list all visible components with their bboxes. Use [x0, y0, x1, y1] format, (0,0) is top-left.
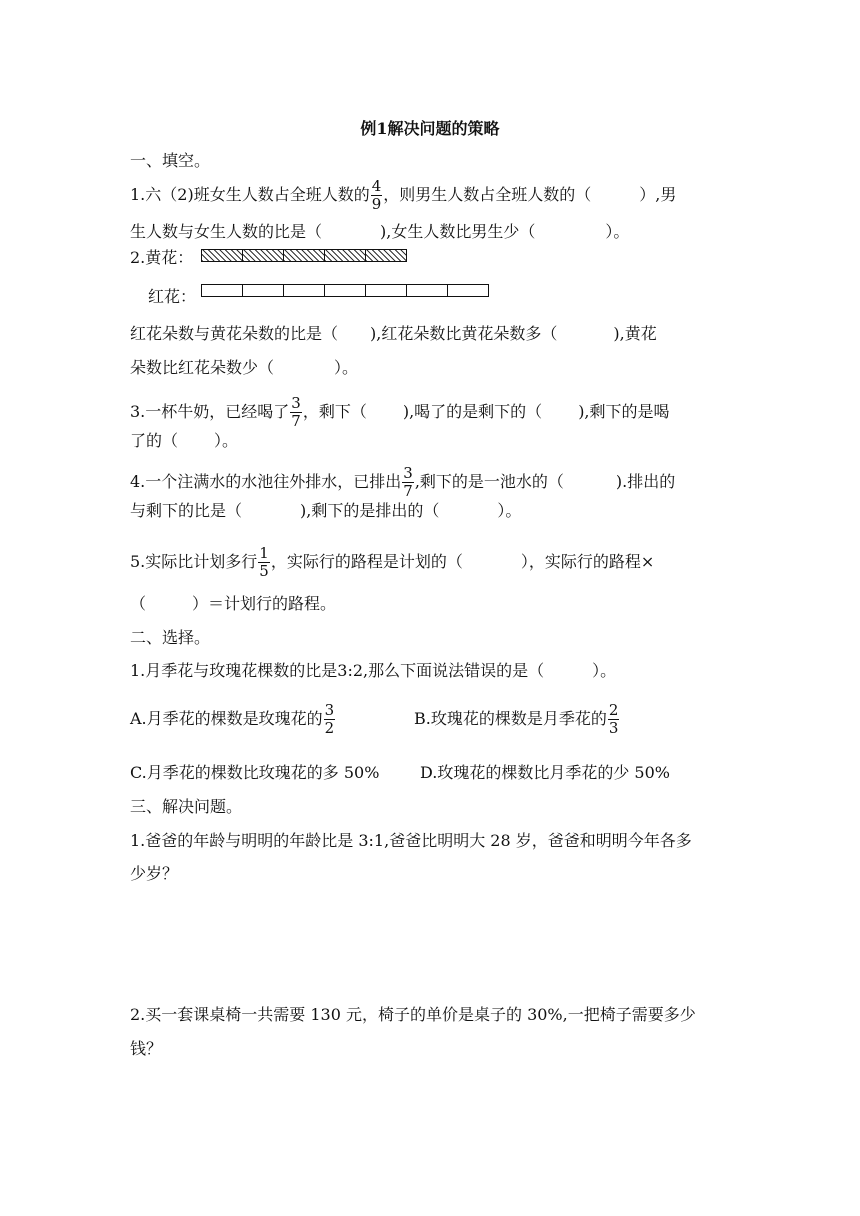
yellow-flower-label: 2.黄花：	[130, 248, 194, 267]
question-5-line-2: （ ）＝计划行的路程。	[130, 594, 337, 613]
question-4-line-2: 与剩下的比是（ ),剩下的是排出的（ ）。	[130, 501, 522, 520]
fraction: $\frac{2}{3}$	[608, 701, 619, 737]
red-flower-label: 红花：	[148, 287, 197, 306]
question-2-line-2: 朵数比红花朵数少（ ）。	[130, 358, 359, 377]
fraction: $\frac{3}{7}$	[291, 394, 301, 430]
choice-b: B.玫瑰花的棵数是月季花的 $\frac{2}{3}$	[414, 701, 619, 737]
choice-1-stem: 1.月季花与玫瑰花棵数的比是3:2,那么下面说法错误的是（ ）。	[130, 661, 617, 680]
fraction: $\frac{3}{7}$	[403, 464, 413, 500]
yellow-flower-cell	[324, 249, 366, 262]
problem-2-line-2: 钱？	[130, 1039, 163, 1058]
choice-a: A.月季花的棵数是玫瑰花的 $\frac{3}{2}$	[130, 701, 335, 737]
fraction: $\frac{4}{9}$	[371, 177, 382, 213]
section-fill-blank: 一、填空。	[130, 151, 211, 170]
yellow-flower-cell	[283, 249, 325, 262]
red-flower-cell	[201, 284, 243, 297]
problem-1-line-2: 少岁？	[130, 864, 179, 883]
red-flower-cell	[242, 284, 284, 297]
choice-d: D.玫瑰花的棵数比月季花的少 50%	[420, 763, 670, 782]
problem-2-line-1: 2.买一套课桌椅一共需要 130 元，椅子的单价是桌子的 30%,一把椅子需要多少	[130, 1005, 696, 1024]
choice-c: C.月季花的棵数比玫瑰花的多 50%	[130, 763, 380, 782]
problem-1-line-1: 1.爸爸的年龄与明明的年龄比是 3:1,爸爸比明明大 28 岁，爸爸和明明今年各多	[130, 831, 692, 850]
fraction: $\frac{3}{2}$	[324, 701, 335, 737]
question-5-line-1: 5.实际比计划多行 $\frac{1}{5}$ ，实际行的路程是计划的（ ），实际行的路程×	[130, 544, 655, 580]
question-2-line-1: 红花朵数与黄花朵数的比是（ ),红花朵数比黄花朵数多（ ),黄花	[130, 324, 657, 343]
yellow-flower-bar	[202, 249, 407, 262]
yellow-flower-cell	[365, 249, 407, 262]
section-solve: 三、解决问题。	[130, 797, 243, 816]
question-3-line-1: 3.一杯牛奶，已经喝了 $\frac{3}{7}$ ，剩下（ ),喝了的是剩下的（ ),剩下的是喝	[130, 394, 670, 430]
red-flower-bar	[202, 284, 489, 297]
red-flower-cell	[447, 284, 489, 297]
question-1-line-1: 1.六（2)班女生人数占全班人数的 $\frac{4}{9}$ ，则男生人数占全班人数的（ ）,男	[130, 177, 677, 213]
yellow-flower-cell	[242, 249, 284, 262]
red-flower-cell	[283, 284, 325, 297]
red-flower-cell	[365, 284, 407, 297]
question-4-line-1: 4.一个注满水的水池往外排水，已排出 $\frac{3}{7}$ ,剩下的是一池水的（ ).排出的	[130, 464, 676, 500]
red-flower-cell	[324, 284, 366, 297]
fraction: $\frac{1}{5}$	[259, 544, 269, 580]
question-1-line-2: 生人数与女生人数的比是（ ),女生人数比男生少（ ）。	[130, 222, 630, 241]
page-title: 例1解决问题的策略	[360, 119, 500, 138]
yellow-flower-cell	[201, 249, 243, 262]
question-3-line-2: 了的（ ）。	[130, 431, 239, 450]
section-choice: 二、选择。	[130, 628, 211, 647]
red-flower-cell	[406, 284, 448, 297]
